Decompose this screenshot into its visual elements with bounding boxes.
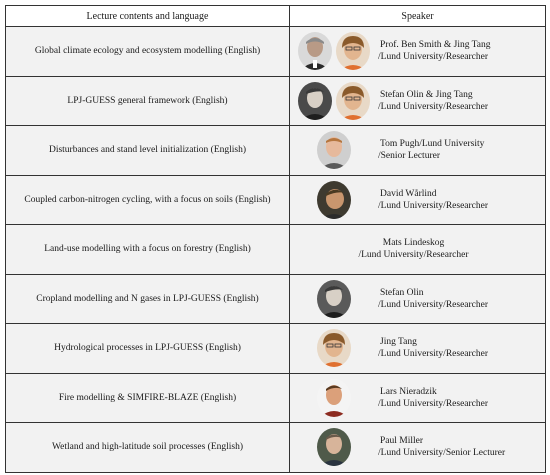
lecture-cell: LPJ-GUESS general framework (English) <box>6 76 290 126</box>
table-row <box>6 423 546 473</box>
speaker-affiliation: /Lund University/Researcher <box>378 101 489 112</box>
speaker-affiliation: /Senior Lecturer <box>378 151 440 162</box>
table-row <box>6 225 546 275</box>
speaker-cell <box>290 274 546 324</box>
speaker-cell <box>290 225 546 275</box>
speaker-name: Tom Pugh/Lund University <box>380 139 485 150</box>
speaker-name: Stefan Olin <box>380 287 424 298</box>
avatar-paul-miller <box>317 428 351 466</box>
speaker-affiliation: /Lund University/Senior Lecturer <box>378 448 506 459</box>
table-row <box>6 324 546 374</box>
avatar-jing-tang <box>336 82 370 120</box>
speaker-affiliation: /Lund University/Researcher <box>378 299 489 310</box>
lecture-table-container <box>5 5 546 471</box>
avatar-david-warlind <box>317 181 351 219</box>
table-row <box>6 126 546 176</box>
speaker-name: Lars Nieradzik <box>380 386 437 397</box>
lecture-cell: Cropland modelling and N gases in LPJ-GUESS (English) <box>6 274 290 324</box>
speaker-affiliation: /Lund University/Researcher <box>378 349 489 360</box>
speaker-cell <box>290 76 546 126</box>
speaker-affiliation: /Lund University/Researcher <box>378 398 489 409</box>
table-row <box>6 274 546 324</box>
speaker-name: Mats Lindeskog <box>382 238 445 249</box>
lecture-cell: Hydrological processes in LPJ-GUESS (English) <box>6 324 290 374</box>
table-header-row <box>6 6 546 27</box>
avatar-jing-tang <box>317 329 351 367</box>
speaker-cell <box>290 324 546 374</box>
speaker-affiliation: /Lund University/Researcher <box>358 250 469 261</box>
table-row <box>6 27 546 77</box>
lecture-cell: Disturbances and stand level initialization (English) <box>6 126 290 176</box>
speaker-name: Paul Miller <box>380 436 424 447</box>
speaker-cell <box>290 423 546 473</box>
speaker-name: Prof. Ben Smith & Jing Tang <box>380 40 491 51</box>
header-speaker: Speaker <box>290 6 546 27</box>
speaker-cell <box>290 126 546 176</box>
speaker-cell <box>290 27 546 77</box>
speaker-name: Jing Tang <box>380 337 417 348</box>
lecture-cell: Fire modelling & SIMFIRE-BLAZE (English) <box>6 373 290 423</box>
speaker-cell <box>290 175 546 225</box>
avatar-ben-smith <box>298 32 332 70</box>
lecture-cell: Global climate ecology and ecosystem modelling (English) <box>6 27 290 77</box>
speaker-cell <box>290 373 546 423</box>
speaker-affiliation: /Lund University/Researcher <box>378 200 489 211</box>
header-lecture: Lecture contents and language <box>6 6 290 27</box>
avatar-stefan-olin <box>317 280 351 318</box>
lecture-cell: Wetland and high-latitude soil processes (English) <box>6 423 290 473</box>
avatar-jing-tang <box>336 32 370 70</box>
table-row <box>6 76 546 126</box>
lecture-cell: Land-use modelling with a focus on forestry (English) <box>6 225 290 275</box>
speaker-name: Stefan Olin & Jing Tang <box>380 89 473 100</box>
lecture-cell: Coupled carbon-nitrogen cycling, with a focus on soils (English) <box>6 175 290 225</box>
speaker-affiliation: /Lund University/Researcher <box>378 52 489 63</box>
avatar-lars-nieradzik <box>317 379 351 417</box>
table-row <box>6 175 546 225</box>
avatar-tom-pugh <box>317 131 351 169</box>
speaker-name: David Wårlind <box>380 188 437 199</box>
avatar-stefan-olin <box>298 82 332 120</box>
lecture-table <box>5 5 546 473</box>
table-row <box>6 373 546 423</box>
